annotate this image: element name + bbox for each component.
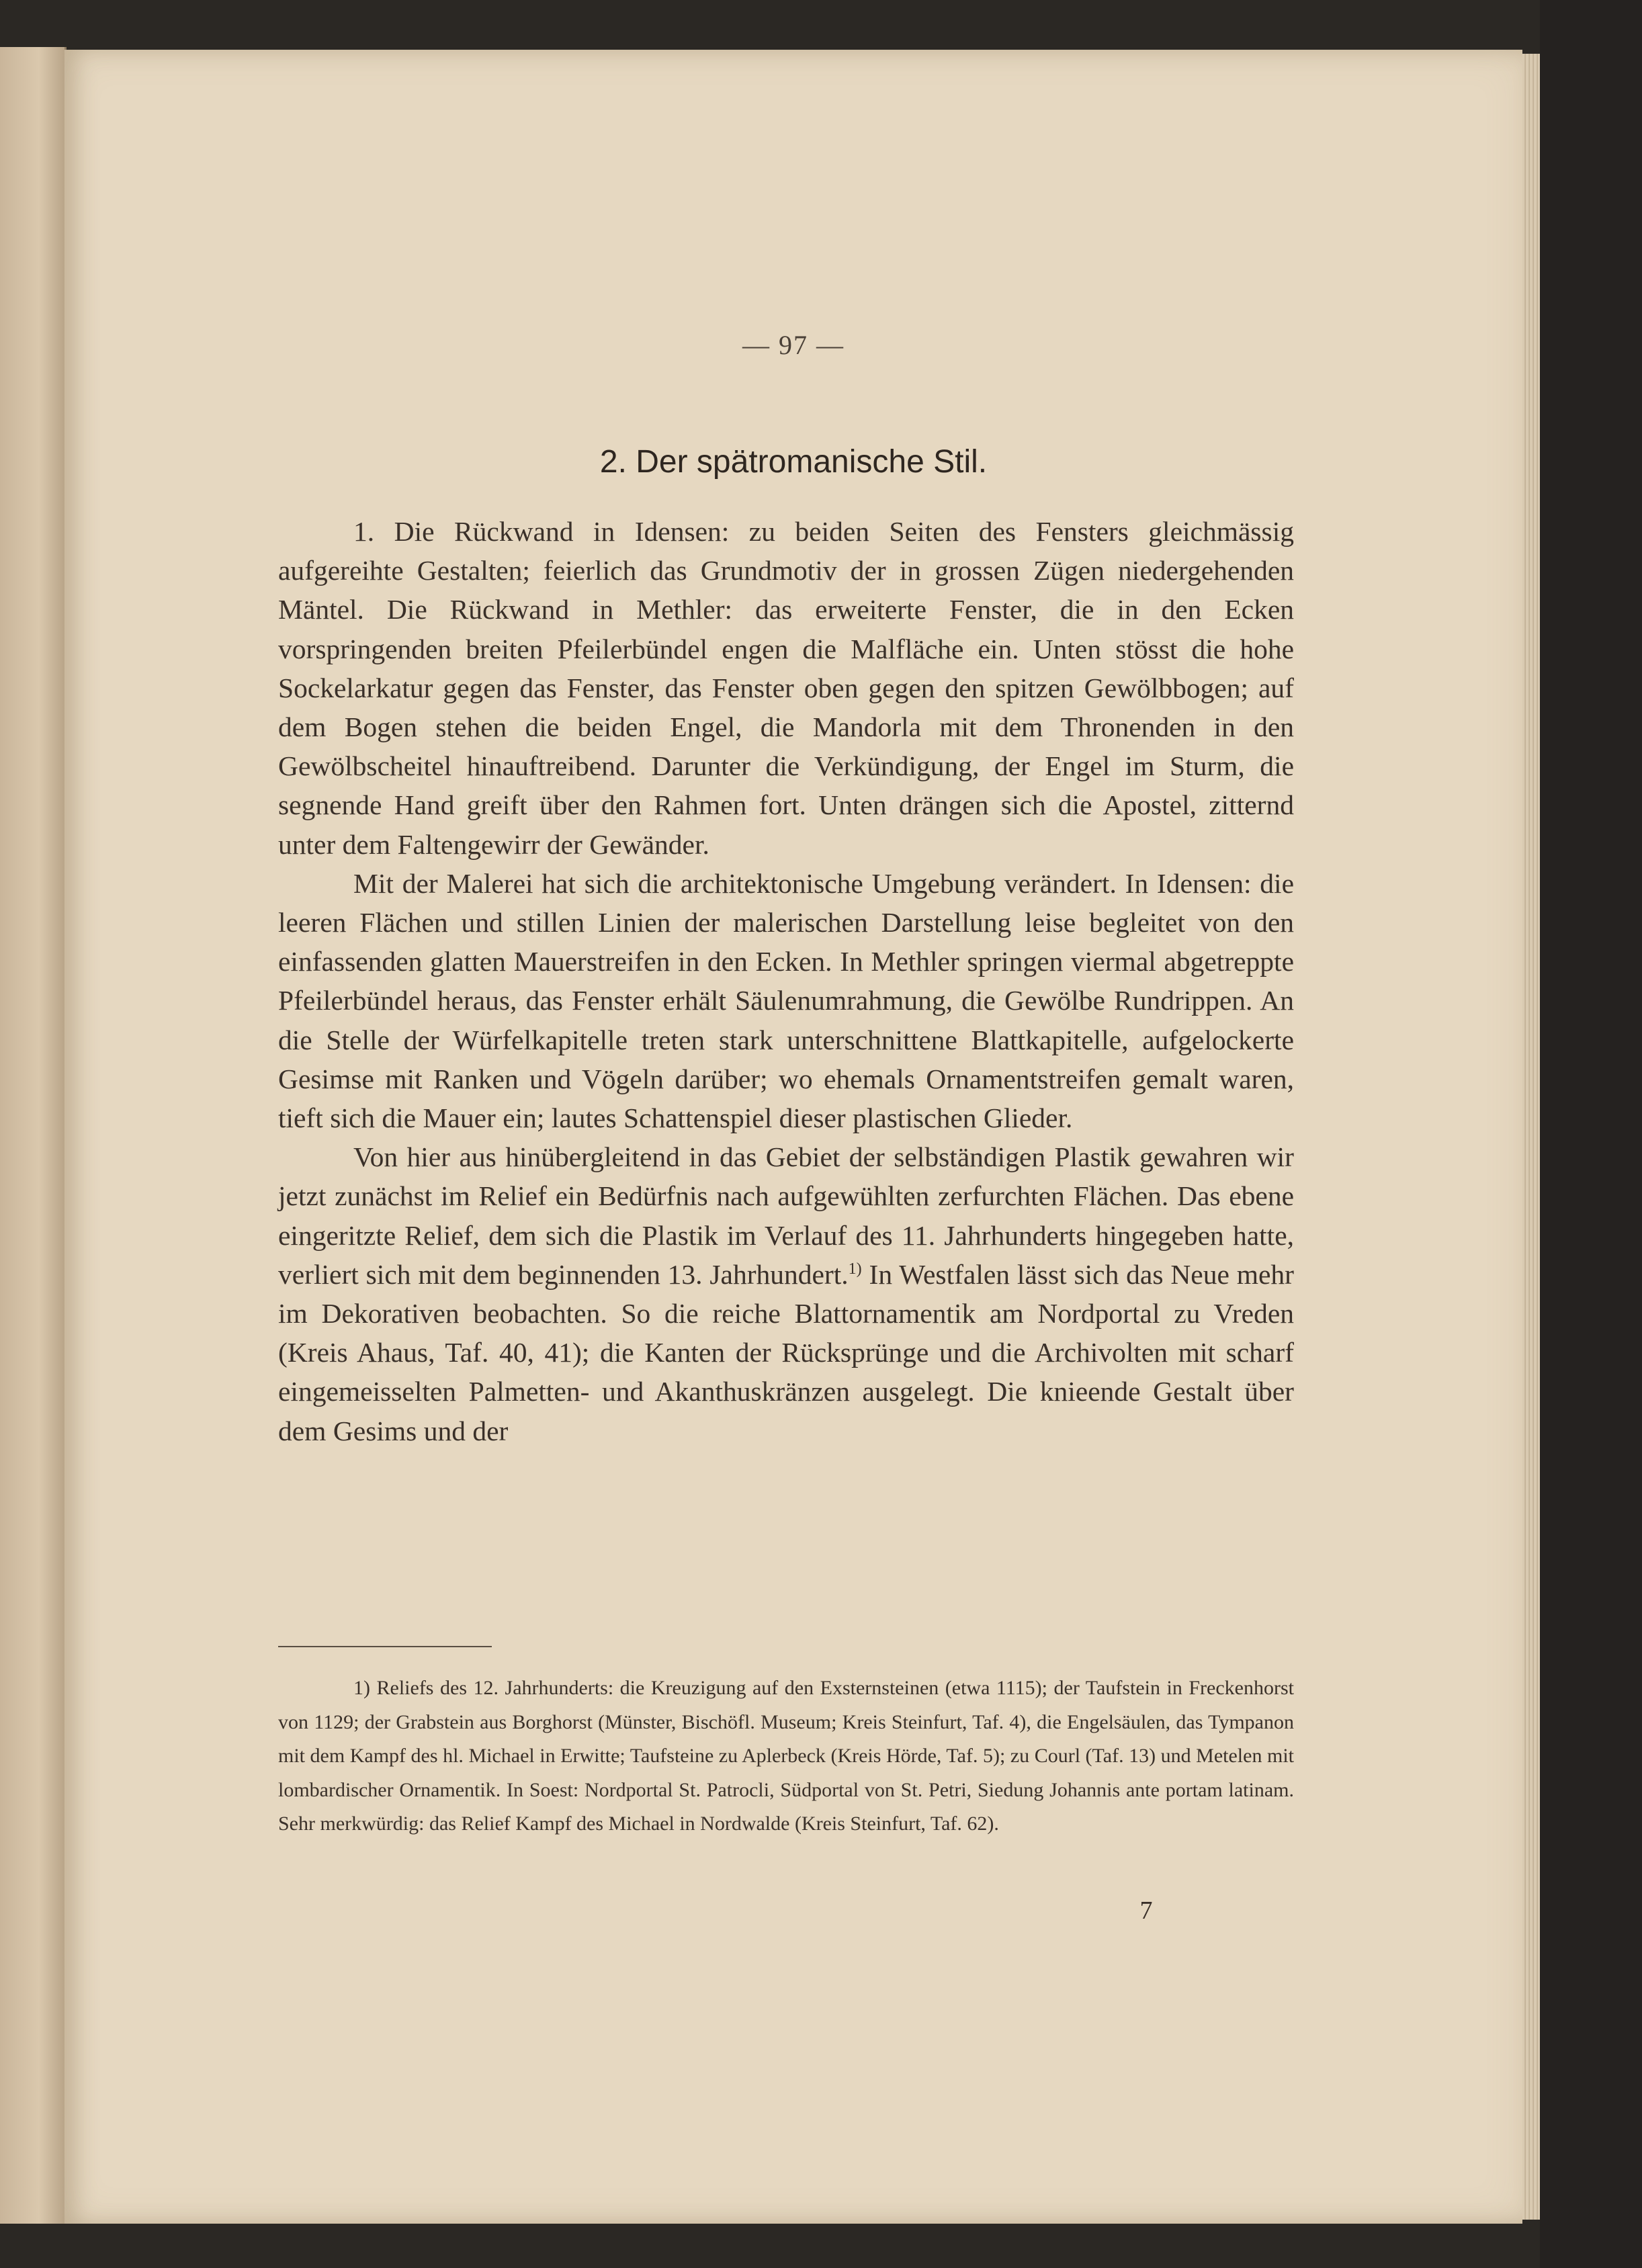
paragraph-3 xyxy=(278,1137,1294,1450)
paragraph-1-text: 1. Die Rückwand in Idensen: zu beiden Seiten des Fensters gleichmässig aufgereihte Gestalten; feierlich das Grundmotiv der in grossen Zügen niedergehenden Mäntel. Die Rückwand in Methler: das erweiterte Fenster, die in den Ecken vorspringenden breiten Pfeilerbündel engen die Malfläche ein. Unten stösst die hohe Sockelarkatur gegen das Fenster, das Fenster oben gegen den spitzen Gewölbbogen; auf dem Bogen stehen die beiden Engel, die Mandorla mit dem Thronenden in den Gewölbscheitel hinauftreibend. Darunter die Verkündigung, der Engel im Sturm, die segnende Hand greift über den Rahmen fort. Unten drängen sich die Apostel, zitternd unter dem Faltengewirr der Gewänder. xyxy=(278,516,1294,860)
footnote-divider xyxy=(278,1646,492,1647)
footnote-reference: 1) xyxy=(848,1260,862,1278)
paragraph-2 xyxy=(278,864,1294,1137)
book-page xyxy=(64,50,1522,2224)
page-number: — 97 — xyxy=(742,330,845,360)
facing-page-edge xyxy=(0,47,67,2224)
footnote-1: 1) Reliefs des 12. Jahrhunderts: die Kreuzigung auf den Exsternsteinen (etwa 1115); der Taufstein in Freckenhorst von 1129; der Grabstein aus Borghorst (Münster, Bischöfl. Museum; Kreis Steinfurt, Taf. 4), die Engelsäulen, das Tympanon mit dem Kampf des hl. Michael in Erwitte; Taufsteine zu Aplerbeck (Kreis Hörde, Taf. 5); zu Courl (Taf. 13) und Metelen mit lombardischer Ornamentik. In Soest: Nordportal St. Patrocli, Südportal von St. Petri, Siedung Johannis ante portam latinam. Sehr merkwürdig: das Relief Kampf des Michael in Nordwalde (Kreis Steinfurt, Taf. 62). xyxy=(278,1677,1294,1835)
chapter-title: 2. Der spätromanische Stil. xyxy=(599,444,988,480)
body-text xyxy=(278,512,1294,1450)
footnotes xyxy=(278,1671,1294,1841)
paragraph-3-text-start: Von hier aus hinübergleitend in das Gebiet der selbständigen Plastik gewahren wir jetzt zunächst im Relief ein Bedürfnis nach aufgewühlten zerfurchten Flächen. Das ebene eingeritzte Relief, dem sich die Plastik im Verlauf des 11. Jahrhunderts hingegeben hatte, verliert sich mit dem beginnenden 13. Jahrhundert. xyxy=(278,1141,1294,1290)
paragraph-2-text: Mit der Malerei hat sich die architektonische Umgebung verändert. In Idensen: die leeren Flächen und stillen Linien der malerischen Darstellung leise begleitet von den einfassenden glatten Mauerstreifen in den Ecken. In Methler springen viermal abgetreppte Pfeilerbündel heraus, das Fenster erhält Säulenumrahmung, die Gewölbe Rundrippen. An die Stelle der Würfelkapitelle treten stark unterschnittene Blattkapitelle, aufgelockerte Gesimse mit Ranken und Vögeln darüber; wo ehemals Ornamentstreifen gemalt waren, tieft sich die Mauer ein; lautes Schattenspiel dieser plastischen Glieder. xyxy=(278,867,1294,1134)
background-shadow xyxy=(1540,0,1642,2268)
sheet-signature: 7 xyxy=(1139,1896,1153,1925)
paragraph-3-text-end: In Westfalen lässt sich das Neue mehr im Dekorativen beobachten. So die reiche Blattornamentik am Nordportal zu Vreden (Kreis Ahaus, Taf. 40, 41); die Kanten der Rücksprünge und die Archivolten mit scharf eingemeisselten Palmetten- und Akanthuskränzen ausgelegt. Die knieende Gestalt über dem Gesims und der xyxy=(278,1258,1294,1446)
page-stack-edge xyxy=(1522,54,1540,2220)
paragraph-1 xyxy=(278,512,1294,864)
